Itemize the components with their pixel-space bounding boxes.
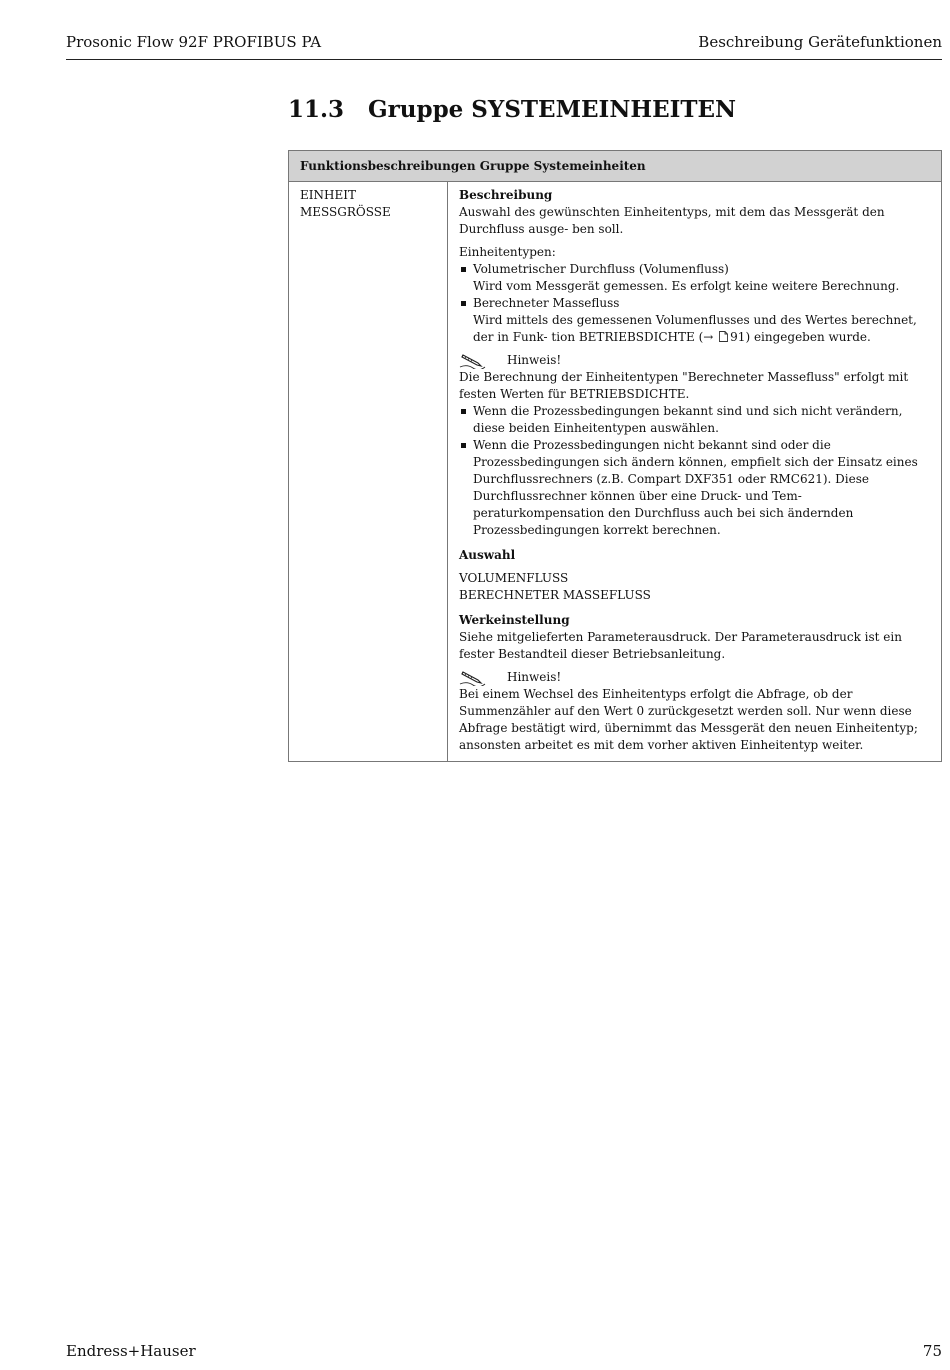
- function-description-cell: [448, 182, 942, 762]
- bullet-icon: [461, 267, 466, 272]
- type-text-end: ) eingegeben wurde.: [745, 330, 871, 344]
- note-label: Hinweis!: [507, 353, 562, 367]
- einheitentypen-label: Einheitentypen:: [459, 245, 556, 259]
- note-label: Hinweis!: [507, 670, 562, 684]
- note-heading: [459, 669, 930, 686]
- list-item: [459, 261, 930, 295]
- beschreibung-text: Auswahl des gewünschten Einheitentyps, mit dem das Messgerät den Durchfluss ausge- ben soll.: [459, 205, 885, 236]
- type-title: Berechneter Massefluss: [473, 296, 620, 310]
- function-description-table: [288, 150, 942, 762]
- bullet-icon: [461, 301, 466, 306]
- list-item: [459, 403, 930, 437]
- note-text: Die Berechnung der Einheitentypen "Berechneter Massefluss" erfolgt mit festen Werten für BETRIEBSDICHTE.: [459, 370, 909, 401]
- auswahl-option: VOLUMENFLUSS: [459, 571, 569, 585]
- pencil-note-icon: [459, 669, 487, 686]
- type-title: Volumetrischer Durchfluss (Volumenfluss): [473, 262, 729, 276]
- table-header: Funktionsbeschreibungen Gruppe Systemeinheiten: [289, 151, 942, 182]
- page-reference-icon: [719, 331, 728, 342]
- header-section-title: Beschreibung Gerätefunktionen: [698, 33, 942, 51]
- footer-brand: Endress+Hauser: [66, 1342, 196, 1360]
- section-heading: [288, 96, 736, 123]
- section-title: Gruppe SYSTEMEINHEITEN: [368, 96, 737, 123]
- bullet-icon: [461, 443, 466, 448]
- note-bullet-text: Wenn die Prozessbedingungen nicht bekannt sind oder die Prozessbedingungen sich ändern können, empfielt sich der Einsatz eines Durchflussrechners (z.B. Compart DXF351 oder RMC621). Diese Durchflussrechner können über eine Druck- und Tem- peraturkompensation den Durchfluss auch bei sich ändernden Prozessbedingungen korrekt berechnen.: [473, 438, 918, 537]
- einheitentypen-list: [459, 261, 930, 346]
- auswahl-option: BERECHNETER MASSEFLUSS: [459, 588, 651, 602]
- werkeinstellung-heading: Werkeinstellung: [459, 613, 570, 627]
- header-divider: [66, 59, 942, 60]
- note-bullet-text: Wenn die Prozessbedingungen bekannt sind und sich nicht verändern, diese beiden Einheitentypen auswählen.: [473, 404, 903, 435]
- list-item: [459, 295, 930, 346]
- type-text: Wird mittels des gemessenen Volumenflusses und des Wertes berechnet, der in Funk- tion BETRIEBSDICHTE (→: [473, 313, 917, 344]
- list-item: [459, 437, 930, 539]
- section-number: 11.3: [288, 96, 345, 123]
- note-text: Bei einem Wechsel des Einheitentyps erfolgt die Abfrage, ob der Summenzähler auf den Wert 0 zurückgesetzt werden soll. Nur wenn diese Abfrage bestätigt wird, übernimmt das Messgerät den neuen Einheitentyp; ansonsten arbeitet es mit dem vorher aktiven Einheitentyp weiter.: [459, 687, 918, 752]
- page-number: 75: [922, 1342, 942, 1360]
- bullet-icon: [461, 409, 466, 414]
- note-heading: [459, 352, 930, 369]
- beschreibung-heading: Beschreibung: [459, 188, 553, 202]
- header-product-name: Prosonic Flow 92F PROFIBUS PA: [66, 33, 322, 51]
- page-reference: 91: [730, 330, 746, 344]
- function-name-cell: EINHEIT MESSGRÖSSE: [289, 182, 448, 762]
- pencil-note-icon: [459, 352, 487, 369]
- table-row: [289, 182, 942, 762]
- note-bullet-list: [459, 403, 930, 539]
- type-text: Wird vom Messgerät gemessen. Es erfolgt keine weitere Berechnung.: [473, 279, 900, 293]
- auswahl-heading: Auswahl: [459, 548, 516, 562]
- werkeinstellung-text: Siehe mitgelieferten Parameterausdruck. Der Parameterausdruck ist ein fester Bestandteil dieser Betriebsanleitung.: [459, 630, 902, 661]
